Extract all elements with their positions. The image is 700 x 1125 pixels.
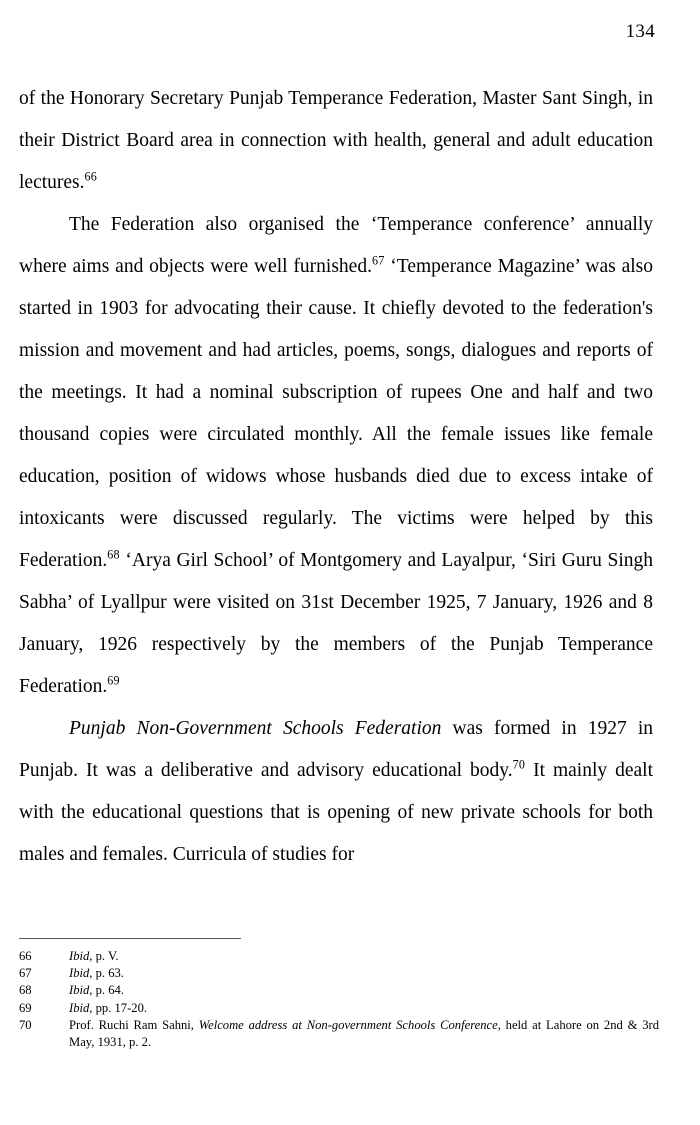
text-run: , p. V. <box>89 949 119 963</box>
footnote-text <box>69 948 659 965</box>
footnote-reference[interactable]: 70 <box>512 757 526 772</box>
text-run: , p. 63. <box>89 966 124 981</box>
text-run: ‘Arya Girl School’ of Montgomery and Layalpur, ‘Siri Guru Singh Sabha’ of Lyallpur were visited on 31st December 1925, 7 January, 1926 and 8 January, 1926 respectively by the members of the Punjab Temperance Federation. <box>19 550 653 697</box>
text-run: , held at Lahore on 2nd & 3rd May, 1931, p. 2. <box>69 1017 659 1050</box>
footnote-area <box>19 938 659 1051</box>
body-paragraph <box>19 78 653 204</box>
footnote-number: 69 <box>19 1000 32 1015</box>
footnote-number: 66 <box>19 949 32 963</box>
footnote-item <box>19 1000 659 1017</box>
italic-title: Ibid <box>69 949 90 963</box>
text-run: was formed in 1927 in Punjab. It was a deliberative and advisory educational body. <box>19 718 653 781</box>
footnote-list <box>19 948 659 1051</box>
italic-title: Ibid <box>69 966 90 981</box>
footnote-item <box>19 982 659 999</box>
text-run: The Federation also organised the ‘Temperance conference’ annually where aims and objects were well furnished. <box>19 214 653 277</box>
footnote-text <box>69 982 659 999</box>
text-run: It mainly dealt with the educational questions that is opening of new private schools for both males and females. Curricula of studies for <box>19 760 653 865</box>
footnote-reference[interactable]: 67 <box>371 253 385 268</box>
italic-title: Punjab Non-Government Schools Federation <box>69 718 442 739</box>
footnote-reference[interactable]: 66 <box>84 169 97 184</box>
footnote-item <box>19 948 659 965</box>
italic-title: Ibid <box>69 983 90 998</box>
text-run: of the Honorary Secretary Punjab Temperance Federation, Master Sant Singh, in their District Board area in connection with health, general and adult education lectures. <box>19 88 653 193</box>
footnote-text <box>69 1017 659 1051</box>
text-run: , p. 64. <box>89 983 124 998</box>
text-run: ‘Temperance Magazine’ was also started in 1903 for advocating their cause. It chiefly devoted to the federation's mission and movement and had articles, poems, songs, dialogues and reports of the meetings. It had a nominal subscription of rupees One and half and two thousand copies were circulated monthly. All the female issues like female education, position of widows whose husbands died due to excess intake of intoxicants were discussed regularly. The victims were helped by this Federation. <box>19 256 654 571</box>
footnote-item <box>19 1017 659 1051</box>
page-number: 134 <box>625 21 655 42</box>
footnote-number: 67 <box>19 966 32 981</box>
italic-title: Ibid <box>69 1000 90 1015</box>
text-run: Prof. Ruchi Ram Sahni, <box>69 1017 199 1032</box>
footnote-reference[interactable]: 68 <box>107 547 120 562</box>
footnote-reference[interactable]: 69 <box>107 673 120 688</box>
footnote-number: 70 <box>19 1017 32 1032</box>
footnote-separator-rule <box>19 938 241 939</box>
body-paragraph <box>19 204 653 708</box>
footnote-item <box>19 965 659 982</box>
footnote-text <box>69 965 659 982</box>
body-paragraph <box>19 708 653 876</box>
italic-title: Welcome address at Non-government Schools Conference <box>198 1017 498 1032</box>
footnote-text <box>69 1000 659 1017</box>
footnote-number: 68 <box>19 983 32 998</box>
body-text-block <box>19 78 653 876</box>
text-run: , pp. 17-20. <box>89 1000 148 1015</box>
